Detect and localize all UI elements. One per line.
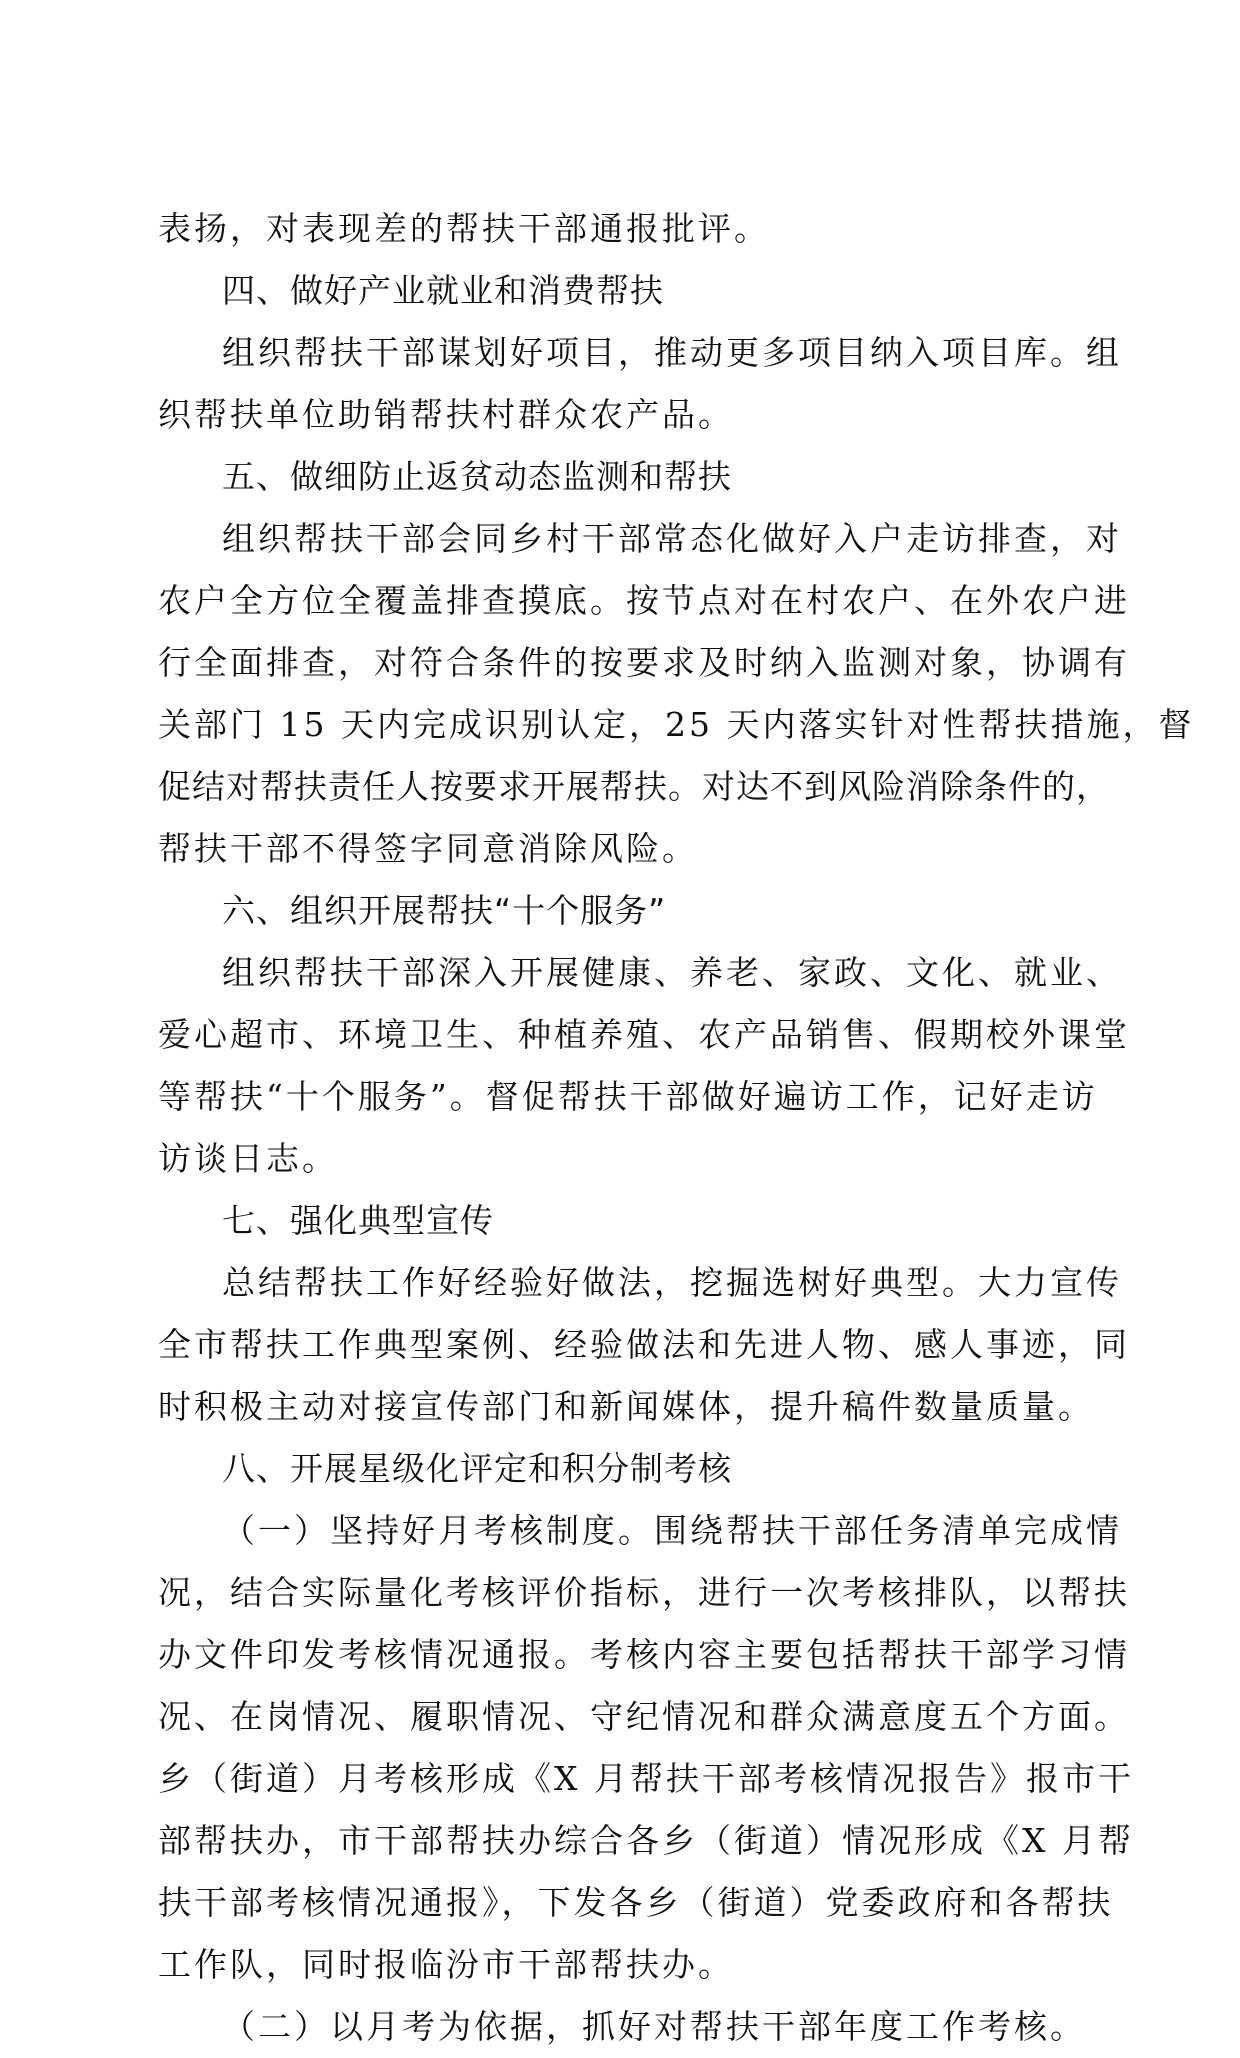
paragraph-line: 况，结合实际量化考核评价指标，进行一次考核排队，以帮扶 xyxy=(158,1573,1130,1612)
paragraph-line: 部帮扶办，市干部帮扶办综合各乡（街道）情况形成《X 月帮 xyxy=(158,1821,1134,1860)
paragraph-line: 行全面排查，对符合条件的按要求及时纳入监测对象，协调有 xyxy=(158,643,1130,682)
paragraph-line: 办文件印发考核情况通报。考核内容主要包括帮扶干部学习情 xyxy=(158,1635,1130,1674)
paragraph-line: 爱心超市、环境卫生、种植养殖、农产品销售、假期校外课堂 xyxy=(158,1015,1130,1054)
paragraph-line: 访谈日志。 xyxy=(158,1139,338,1178)
section-heading-5: 五、做细防止返贫动态监测和帮扶 xyxy=(222,457,732,496)
section-heading-4: 四、做好产业就业和消费帮扶 xyxy=(222,271,664,310)
paragraph-line: 农户全方位全覆盖排查摸底。按节点对在村农户、在外农户进 xyxy=(158,581,1130,620)
paragraph-line: 关部门 15 天内完成识别认定，25 天内落实针对性帮扶措施，督 xyxy=(158,705,1195,744)
section-heading-6: 六、组织开展帮扶“十个服务” xyxy=(222,891,667,930)
paragraph-line: 表扬，对表现差的帮扶干部通报批评。 xyxy=(158,209,770,248)
paragraph-line: 乡（街道）月考核形成《X 月帮扶干部考核情况报告》报市干 xyxy=(158,1759,1134,1798)
paragraph-line: 等帮扶“十个服务”。督促帮扶干部做好遍访工作，记好走访 xyxy=(158,1077,1098,1116)
paragraph-line: 况、在岗情况、履职情况、守纪情况和群众满意度五个方面。 xyxy=(158,1697,1130,1736)
document-body xyxy=(158,198,1195,2058)
paragraph-line: 组织帮扶干部会同乡村干部常态化做好入户走访排查，对 xyxy=(222,519,1122,558)
paragraph-line: 促结对帮扶责任人按要求开展帮扶。对达不到风险消除条件的， xyxy=(158,767,1110,806)
paragraph-line: 总结帮扶工作好经验好做法，挖掘选树好典型。大力宣传 xyxy=(222,1263,1122,1302)
paragraph-line: 工作队，同时报临汾市干部帮扶办。 xyxy=(158,1945,734,1984)
paragraph-line: 组织帮扶干部谋划好项目，推动更多项目纳入项目库。组 xyxy=(222,333,1122,372)
paragraph-line: 织帮扶单位助销帮扶村群众农产品。 xyxy=(158,395,734,434)
paragraph-line: 扶干部考核情况通报》，下发各乡（街道）党委政府和各帮扶 xyxy=(158,1883,1114,1922)
paragraph-line: 时积极主动对接宣传部门和新闻媒体，提升稿件数量质量。 xyxy=(158,1387,1094,1426)
paragraph-line: （二）以月考为依据，抓好对帮扶干部年度工作考核。 xyxy=(222,2007,1086,2046)
paragraph-line: 帮扶干部不得签字同意消除风险。 xyxy=(158,829,698,868)
section-heading-8: 八、开展星级化评定和积分制考核 xyxy=(222,1449,732,1488)
paragraph-line: 组织帮扶干部深入开展健康、养老、家政、文化、就业、 xyxy=(222,953,1122,992)
section-heading-7: 七、强化典型宣传 xyxy=(222,1201,494,1240)
paragraph-line: （一）坚持好月考核制度。围绕帮扶干部任务清单完成情 xyxy=(222,1511,1122,1550)
paragraph-line: 全市帮扶工作典型案例、经验做法和先进人物、感人事迹，同 xyxy=(158,1325,1130,1364)
